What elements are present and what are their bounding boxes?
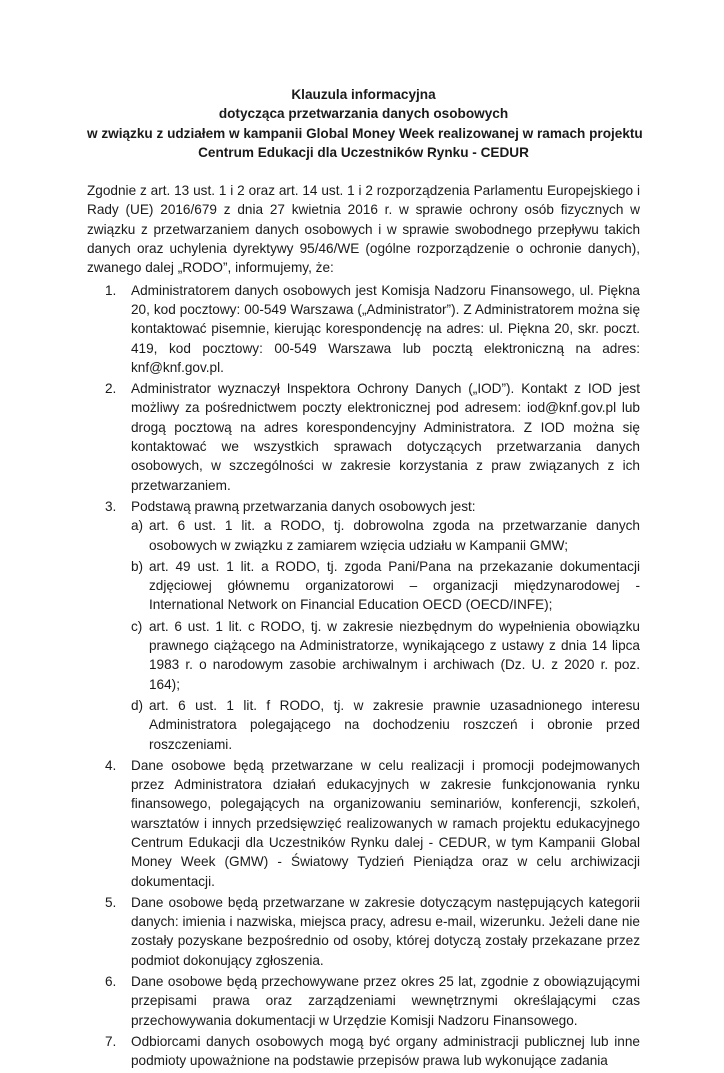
- legal-basis-letter: a): [131, 518, 144, 534]
- document-page: [87, 85, 643, 1073]
- clause-item: [87, 893, 640, 970]
- legal-basis-text: art. 6 ust. 1 lit. c RODO, tj. w zakresie niezbędnym do wypełnienia obowiązku prawnego ciążącego na Administratorze, wynikającego z ustawy z dnia 14 lipca 1983 r. o narodowym zasobie archiwalnym i archiwach (Dz. U. z 2020 r. poz. 164);: [149, 618, 640, 692]
- clause-item: [87, 972, 640, 1030]
- intro-paragraph: Zgodnie z art. 13 ust. 1 i 2 oraz art. 14 ust. 1 i 2 rozporządzenia Parlamentu Europejskiego i Rady (UE) 2016/679 z dnia 27 kwietnia 2016 r. w sprawie ochrony osób fizycznych w związku z przetwarzaniem danych osobowych i w sprawie swobodnego przepływu takich danych oraz uchylenia dyrektywy 95/46/WE (ogólne rozporządzenie o ochronie danych), zwanego dalej „RODO”, informujemy, że:: [87, 183, 640, 276]
- clause-number: 7.: [105, 1033, 117, 1049]
- document-title: [87, 85, 643, 162]
- legal-basis-letter: c): [131, 618, 143, 634]
- legal-basis-letter: d): [131, 697, 144, 713]
- title-line: Centrum Edukacji dla Uczestników Rynku - CEDUR: [198, 144, 529, 160]
- clause-text: Podstawą prawną przetwarzania danych osobowych jest:: [131, 498, 476, 514]
- clause-text: Dane osobowe będą przetwarzane w celu realizacji i promocji podejmowanych przez Administratora działań edukacyjnych w zakresie funkcjonowania rynku finansowego, polegających na organizowaniu seminariów, konferencji, szkoleń, warsztatów i innych przedsięwzięć realizowanych w ramach projektu edukacyjnego Centrum Edukacji dla Uczestników Rynku dalej - CEDUR, w tym Kampanii Global Money Week (GMW) - Światowy Tydzień Pieniądza oraz w celu archiwizacji dokumentacji.: [131, 757, 640, 889]
- clause-number: 2.: [105, 381, 117, 397]
- title-line: dotycząca przetwarzania danych osobowych: [218, 106, 509, 122]
- legal-basis-letter: b): [131, 558, 144, 574]
- clause-text: Administrator wyznaczył Inspektora Ochrony Danych („IOD”). Kontakt z IOD jest możliwy za pośrednictwem poczty elektronicznej pod adresem: iod@knf.gov.pl lub drogą pocztową na adres korespondencyjny Administratora. Z IOD można się kontaktować we wszystkich sprawach dotyczących przetwarzania danych osobowych, w szczególności w zakresie korzystania z praw związanych z ich przetwarzaniem.: [131, 381, 640, 493]
- clause-number: 4.: [105, 757, 117, 773]
- legal-basis-item: [131, 696, 640, 754]
- legal-basis-text: art. 49 ust. 1 lit. a RODO, tj. zgoda Pani/Pana na przekazanie dokumentacji zdjęciowej głównemu organizatorowi – organizacji międzynarodowej - International Network on Financial Education OECD (OECD/INFE);: [149, 558, 640, 613]
- clause-number: 3.: [105, 498, 117, 514]
- legal-basis-text: art. 6 ust. 1 lit. f RODO, tj. w zakresie prawnie uzasadnionego interesu Administratora polegającego na dochodzeniu roszczeń i obronie przed roszczeniami.: [149, 697, 640, 752]
- clause-number: 1.: [105, 282, 117, 298]
- legal-basis-list: [131, 516, 640, 754]
- clause-list: [87, 281, 640, 1071]
- clause-number: 6.: [105, 974, 117, 990]
- legal-basis-item: [131, 617, 640, 694]
- clause-item: [87, 379, 640, 495]
- clause-text: Odbiorcami danych osobowych mogą być organy administracji publicznej lub inne podmioty upoważnione na podstawie przepisów prawa lub wykonujące zadania: [131, 1033, 640, 1069]
- clause-text: Dane osobowe będą przetwarzane w zakresie dotyczącym następujących kategorii danych: imienia i nazwiska, miejsca pracy, adresu e-mail, wizerunku. Jeżeli dane nie zostały pozyskane bezpośrednio od osoby, której dotyczą zostały przekazane przez podmiot dokonujący zgłoszenia.: [131, 894, 640, 968]
- legal-basis-item: [131, 516, 640, 555]
- clause-text: Administratorem danych osobowych jest Komisja Nadzoru Finansowego, ul. Piękna 20, kod pocztowy: 00-549 Warszawa („Administrator”). Z Administratorem można się kontaktować pisemnie, kierując korespondencję na adres: ul. Piękna 20, skr. poczt. 419, kod pocztowy: 00-549 Warszawa lub pocztą elektroniczną na adres: knf@knf.gov.pl.: [131, 282, 640, 375]
- legal-basis-item: [131, 557, 640, 615]
- legal-basis-text: art. 6 ust. 1 lit. a RODO, tj. dobrowolna zgoda na przetwarzanie danych osobowych w związku z zamiarem wzięcia udziału w Kampanii GMW;: [149, 518, 640, 553]
- clause-item: [87, 756, 640, 891]
- clause-item: [87, 497, 640, 754]
- clause-item: [87, 1032, 640, 1071]
- clause-number: 5.: [105, 894, 117, 910]
- clause-text: Dane osobowe będą przechowywane przez okres 25 lat, zgodnie z obowiązującymi przepisami prawa oraz zarządzeniami wewnętrznymi określającymi czas przechowywania dokumentacji w Urzędzie Komisji Nadzoru Finansowego.: [131, 974, 640, 1028]
- title-line: w związku z udziałem w kampanii Global Money Week realizowanej w ramach projektu: [87, 125, 643, 141]
- title-line: Klauzula informacyjna: [291, 87, 436, 102]
- clause-item: [87, 281, 640, 377]
